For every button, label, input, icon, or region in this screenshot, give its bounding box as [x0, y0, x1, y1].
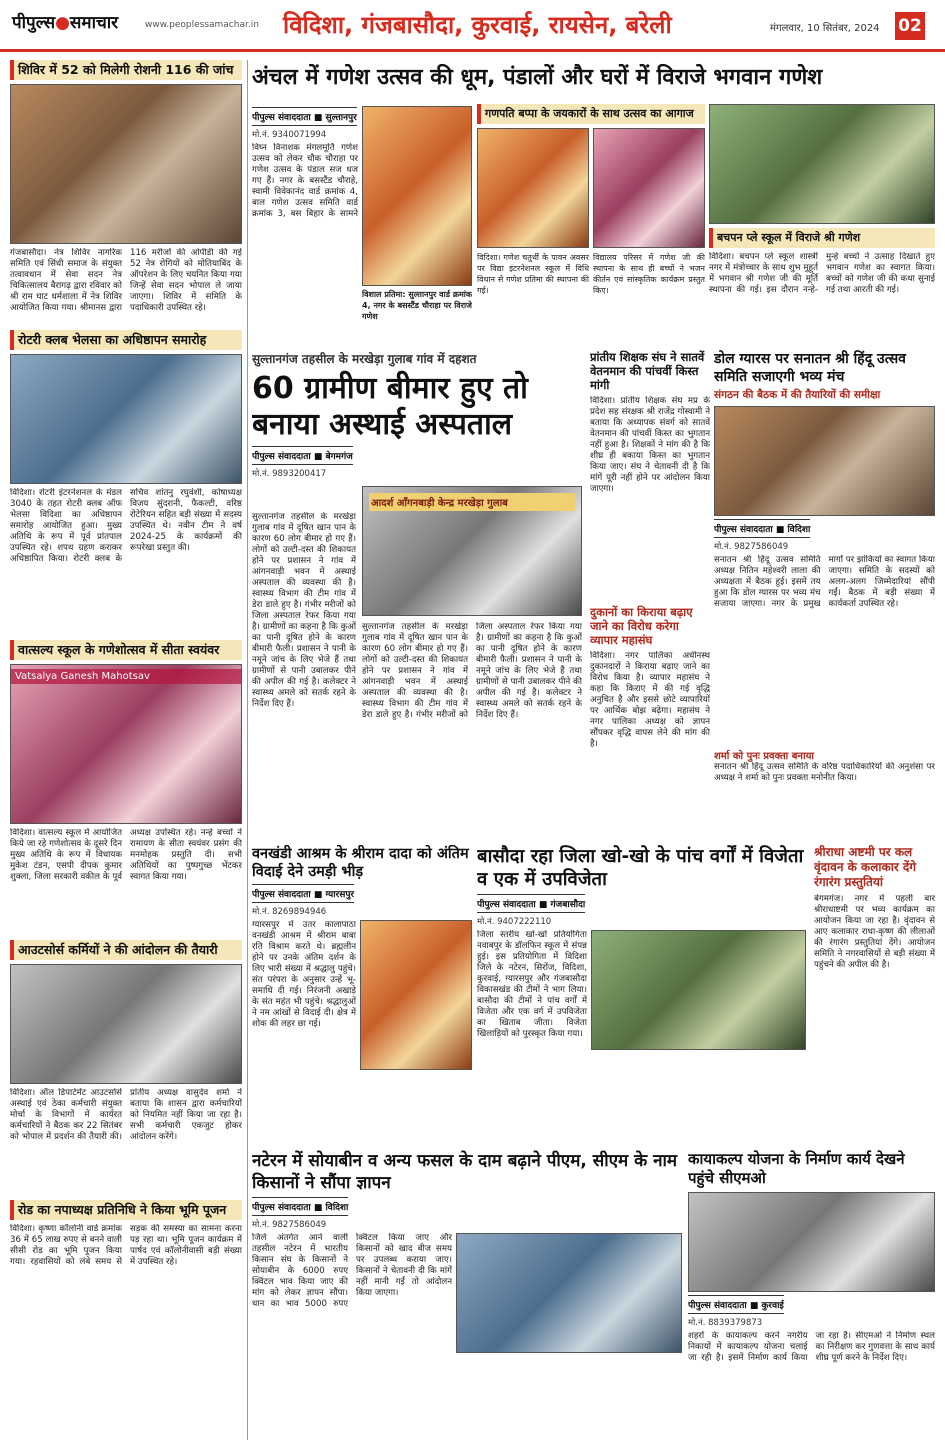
mobile-number: मो.नं. 9340071994: [252, 130, 327, 140]
construction-photo: [688, 1192, 935, 1292]
story-body: विघ्न विनाशक मंगलमूर्ति गणेश उत्सव को लेकर चौक चौराहा पर गणेश उत्सव के पंडाल सज धज गए हैं। नगर के बसस्टैंड चौराहे, स्वामी विवेकानंद वार्ड क्रमांक 4, बाल गणेश उत्सव समिति वार्ड क्रमांक 3, बस बिहार के सामने: [252, 143, 358, 219]
story-kayakalp: [688, 1150, 935, 1435]
story-title: गणपति बप्पा के जयकारों के साथ उत्सव का आगाज: [477, 104, 705, 124]
story-natera: [252, 1150, 682, 1435]
story-body: गंजबासौदा। नेत्र शिविर नागरिक समिति एवं सिंधी समाज के संयुक्त तत्वावधान में सेवा सदन नेत्र चिकित्सालय बैरागढ़ द्वारा रविवार को श्री राम घाट धर्मशाला में नेत्र शिविर आयोजित किया गया। श्रीमानस द्वारा 116 मरीजों की ओपीडी की गई 52 नेत्र रोगियों को मोतियाबिंद के ऑपरेशन के लिए चयनित किया गया जिन्हें सेवा सदन भोपाल ले जाया जाएगा। शिविर में समिति के पदाधिकारी उपस्थित रहे।: [10, 248, 242, 313]
byline: पीपुल्स संवाददाता ■ गंजबासौदा: [477, 894, 585, 913]
mobile-number: मो.नं. 9893200417: [252, 469, 327, 479]
byline: पीपुल्स संवाददाता ■ विदिशा: [714, 519, 810, 538]
bachpan-photo: [709, 104, 935, 224]
story-title: श्रीराधा अष्टमी पर कल वृंदावन के कलाकार देंगे रंगारंग प्रस्तुतियां: [814, 845, 917, 889]
kicker: सुल्तानगंज तहसील के मरखेड़ा गुलाब गांव में दहशत: [252, 352, 477, 366]
story-body: बेगमगंज। नगर में पहली बार श्रीराधाष्टमी पर भव्य कार्यक्रम का आयोजन किया जा रहा है। वृंदावन से आए कलाकार राधा-कृष्ण की लीलाओं की रंगारंग प्रस्तुतियां देंगे। आयोजन समिति ने नगरवासियों से बड़ी संख्या में पहुंचने की अपील की है।: [814, 894, 935, 970]
vatsalya-photo: [10, 664, 242, 824]
story-eye-camp: [10, 60, 242, 320]
story-dukan: [590, 605, 710, 840]
story-khokho: [477, 845, 808, 1145]
mobile-number: मो.नं. 9827586049: [252, 1220, 327, 1230]
mobile-number: मो.नं. 8839379873: [688, 1318, 763, 1328]
byline: पीपुल्स संवाददाता ■ सुल्तानपुर: [252, 107, 357, 126]
story-shriradha: [814, 845, 935, 1145]
khokho-photo: [591, 930, 806, 1050]
anganwadi-sign: आदर्श आँगनबाड़ी केन्द्र मरखेड़ा गुलाब: [369, 493, 575, 511]
story-title: आउटसोर्स कर्मियों ने की आंदोलन की तैयारी: [10, 940, 242, 960]
story-ganpati: [477, 104, 705, 344]
story-dol-gyaras: [714, 350, 935, 840]
brand-right: समाचार: [69, 13, 119, 33]
byline: पीपुल्स संवाददाता ■ बेगमगंज: [252, 446, 353, 465]
meeting-photo: [714, 406, 935, 516]
story-body: जिला स्तरीय खो-खो प्रतियोगिता नवाबपुर के डॉलफिन स्कूल में संपन्न हुई। इस प्रतियोगिता में विदिशा जिले के नटेरन, सिरोंज, विदिशा, कुरवाई, ग्यारसपुर और गंजबासौदा विकासखंड की टीमों ने भाग लिया। बासौदा की टीमों ने पांच वर्गों में विजेता और एक वर्ग में उपविजेता का खिताब जीता। विजेता खिलाड़ियों को पुरस्कृत किया गया।: [477, 930, 587, 1039]
outsource-photo: [10, 964, 242, 1084]
story-body: विदिशा। कृष्णा कॉलोनी वार्ड क्रमांक 36 में 65 लाख रुपए से बनने वाली सीसी रोड का भूमि पूजन किया गया। रहवासियों को लंबे समय से सड़क की समस्या का सामना करना पड़ रहा था। भूमि पूजन कार्यक्रम में पार्षद एवं कॉलोनीवासी बड़ी संख्या में उपस्थित रहे।: [10, 1224, 242, 1267]
ganesh-photo-box: [362, 106, 472, 346]
byline: पीपुल्स संवाददाता ■ विदिशा: [252, 1197, 348, 1216]
mobile-number: मो.नं. 9407222110: [477, 917, 552, 927]
masthead: [0, 0, 945, 52]
story-title: शिविर में 52 को मिलेगी रोशनी 116 की जांच: [10, 60, 242, 80]
story-body: विदिशा। वात्सल्य स्कूल में आयोजित किये जा रहे गणेशोत्सव के दूसरे दिन मुख्य अतिथि के रूप में विधायक मुकेश टंडन, एसपी दीपक कुमार शुक्ला, जिला सरकारी वकील के पूर्व अध्यक्ष उपस्थित रहे। नन्हे बच्चों ने रामायण के सीता स्वयंवर प्रसंग की मनमोहक प्रस्तुति दी। सभी अतिथियों का पुष्पगुच्छ भेंटकर स्वागत किया गया।: [10, 828, 242, 882]
story-body-continued: सुल्तानगंज तहसील के मरखेड़ा गुलाब गांव में दूषित खान पान के कारण 60 लोग बीमार हो गए हैं। लोगों को उल्टी-दस्त की शिकायत होने पर प्रशासन ने गांव में आंगनवाड़ी भवन में अस्थाई अस्पताल की व्यवस्था की है। स्वास्थ्य विभाग की टीम गांव में डेरा डाले हुए है। गंभीर मरीजों को जिला अस्पताल रेफर किया गया है। ग्रामीणों का कहना है कि कुओं का पानी दूषित होने के कारण बीमारी फैली। प्रशासन ने पानी के नमूने जांच के लिए भेजे हैं तथा ग्रामीणों से पानी उबालकर पीने की अपील की गई है। कलेक्टर ने स्वास्थ्य अमले को सतर्क रहने के निर्देश दिए हैं।: [362, 622, 582, 720]
top-headline: अंचल में गणेश उत्सव की धूम, पंडालों और घरों में विराजे भगवान गणेश: [252, 65, 823, 90]
story-subtitle: संगठन की बैठक में की तैयारियों की समीक्षा: [714, 389, 881, 401]
byline: पीपुल्स संवाददाता ■ ग्यारसपुर: [252, 884, 354, 903]
photo-caption: विद्यालय परिसर में गणेश जी की स्थापना के साथ ही बच्चों ने भजन कीर्तन एवं सांस्कृतिक कार्यक्रम प्रस्तुत किए।: [593, 253, 705, 295]
story-title: कायाकल्प योजना के निर्माण कार्य देखने पहुंचे सीएमओ: [688, 1150, 905, 1187]
story-body: विदिशा। बचपन प्ले स्कूल शास्त्री नगर में मंत्रोच्चार के साथ शुभ मुहूर्त में भगवान श्री गणेश जी की मूर्ति स्थापना की गई। इस दौरान नन्हे-मुन्हे बच्चों ने उत्साह दिखाते हुए भगवान गणेश का स्वागत किया। बच्चों को गणेश जी की कथा सुनाई गई तथा आरती की गई।: [709, 252, 935, 295]
story-title: बासौदा रहा जिला खो-खो के पांच वर्गों में विजेता व एक में उपविजेता: [477, 846, 804, 890]
story-markheda: [252, 350, 582, 840]
story-body: ग्यारसपुर में उतर कालापाठा वनखंडी आश्रम में श्रीराम बाबा रति विश्राम करते थे। ब्रह्मलीन होने पर उनके अंतिम दर्शन के लिए भारी संख्या में श्रद्धालु पहुंचे। संत परंपरा के अनुसार उन्हें भू-समाधि दी गई। निरंजनी अखाड़े के संत महंत भी पहुंचे। श्रद्धालुओं ने नम आंखों से विदाई दी। क्षेत्र में शोक की लहर छा गई।: [252, 920, 356, 1029]
story-title: नटेरन में सोयाबीन व अन्य फसल के दाम बढ़ाने पीएम, सीएम के नाम किसानों ने सौंपा ज्ञापन: [252, 1151, 678, 1193]
brand-dot: ●: [55, 13, 70, 33]
banner-text: Vatsalya Ganesh Mahotsav: [11, 669, 241, 684]
eye-camp-photo: [10, 84, 242, 244]
story-outsource: [10, 940, 242, 1190]
school-ganesh-photo-2: [593, 128, 705, 248]
story-body: सनातन श्री हिंदू उत्सव समिति अध्यक्ष नितिन महेश्वरी लाला की अध्यक्षता में बैठक हुई। इसमें तय हुआ कि डोल ग्यारस पर भव्य मंच सजाया जाएगा। नगर के प्रमुख मार्गों पर झांकियों का स्वागत किया जाएगा। समिति के सदस्यों को अलग-अलग जिम्मेदारियां सौंपी गईं। बैठक में बड़ी संख्या में कार्यकर्ता उपस्थित रहे।: [714, 555, 935, 609]
story-title: बचपन प्ले स्कूल में विराजे श्री गणेश: [709, 228, 935, 248]
anganwadi-photo: [362, 486, 582, 616]
headline: 60 ग्रामीण बीमार हुए तो बनाया अस्थाई अस्पताल: [252, 371, 528, 442]
story-title: रोटरी क्लब भेलसा का अधिष्ठापन समारोह: [10, 330, 242, 350]
school-ganesh-photo-1: [477, 128, 589, 248]
byline: पीपुल्स संवाददाता ■ कुरवाई: [688, 1295, 784, 1314]
story-shikshak: [590, 350, 710, 600]
farmers-photo: [456, 1233, 682, 1353]
story-vatsalya: [10, 640, 242, 930]
story-title: वात्सल्य स्कूल के गणेशोत्सव में सीता स्वयंवर: [10, 640, 242, 660]
story-body: विदिशा। नगर पालिका अधीनस्थ दुकानदारों ने किराया बढ़ाए जाने का विरोध किया है। व्यापार महासंघ ने कहा कि किराए में की गई वृद्धि अनुचित है और इससे छोटे व्यापारियों पर आर्थिक बोझ बढ़ेगा। महासंघ ने नगर पालिका अध्यक्ष को ज्ञापन सौंपकर वृद्धि वापस लेने की मांग की है।: [590, 651, 710, 749]
story-subhead: शर्मा को पुनः प्रवक्ता बनाया: [714, 751, 814, 762]
story-title: प्रांतीय शिक्षक संघ ने सातवें वेतनमान की पांचवीं किस्त मांगी: [590, 350, 705, 392]
story-body: सुल्तानगंज तहसील के मरखेड़ा गुलाब गांव में दूषित खान पान के कारण 60 लोग बीमार हो गए हैं। लोगों को उल्टी-दस्त की शिकायत होने पर प्रशासन ने गांव में आंगनवाड़ी भवन में अस्थाई अस्पताल की व्यवस्था की है। स्वास्थ्य विभाग की टीम गांव में डेरा डाले हुए है। गंभीर मरीजों को जिला अस्पताल रेफर किया गया है। ग्रामीणों का कहना है कि कुओं का पानी दूषित होने के कारण बीमारी फैली। प्रशासन ने पानी के नमूने जांच के लिए भेजे हैं तथा ग्रामीणों से पानी उबालकर पीने की अपील की गई है। कलेक्टर ने स्वास्थ्य अमले को सतर्क रहने के निर्देश दिए हैं।: [252, 512, 356, 709]
story-body: विदिशा। ऑल डिपार्टमेंट आउटसोर्स अस्थाई एवं ठेका कर्मचारी संयुक्त मोर्चा के विभागों में कार्यरत कर्मचारियों ने बैठक कर 22 सितंबर को भोपाल में प्रदर्शन की तैयारी की। प्रांतीय अध्यक्ष वासुदेव शर्मा ने बताया कि शासन द्वारा कर्मचारियों को नियमित नहीं किया जा रहा है। सभी कर्मचारी एकजुट होकर आंदोलन करेंगे।: [10, 1088, 242, 1142]
ganesh-idol-photo: [362, 106, 472, 286]
mobile-number: मो.नं. 9827586049: [714, 542, 789, 552]
top-banner: [252, 60, 935, 100]
story-vankhandi: [252, 845, 472, 1145]
issue-date: मंगलवार, 10 सितंबर, 2024: [770, 23, 880, 34]
brand-left: पीपुल्स: [12, 13, 56, 33]
story-body: जिले अंतर्गत आने वाली तहसील नटेरन में भारतीय किसान संघ के किसानों ने सोयाबीन के 6000 रुपए क्विंटल भाव किया जाए की मांग को लेकर ज्ञापन सौंपा। धान का भाव 5000 रुपए क्विंटल किया जाए और किसानों को खाद बीज समय पर उपलब्ध कराया जाए। किसानों ने चेतावनी दी कि मांगें नहीं मानी गईं तो आंदोलन किया जाएगा।: [252, 1233, 452, 1309]
story-body: सनातन श्री हिंदू उत्सव समिति के वरिष्ठ पदाधिकारियों की अनुशंसा पर अध्यक्ष ने शर्मा को पुनः प्रवक्ता मनोनीत किया।: [714, 762, 935, 783]
column-rule: [247, 60, 248, 1440]
story-road: [10, 1200, 242, 1435]
story-rotary: [10, 330, 242, 630]
story-title: रोड का नपाध्यक्ष प्रतिनिधि ने किया भूमि पूजन: [10, 1200, 242, 1220]
story-body: शहरों के कायाकल्प करने नगरीय निकायों में कायाकल्प योजना चलाई जा रही है। इसमें निर्माण कार्य किया जा रहा है। सीएमओ ने निर्माण स्थल का निरीक्षण कर गुणवत्ता के साथ कार्य शीघ्र पूर्ण करने के निर्देश दिए।: [688, 1331, 935, 1363]
page-number: 02: [895, 12, 925, 40]
story-bachpan: [709, 104, 935, 344]
story-body: विदिशा। रोटरी इंटरनेशनल के मंडल 3040 के तहत रोटरी क्लब ऑफ भेलसा विदिशा का अधिष्ठापन समारोह आयोजित हुआ। मुख्य अतिथि के रूप में पूर्व प्रांतपाल उपस्थित रहे। शपथ ग्रहण कराकर अधिष्ठापित किया। रोटरी क्लब के सचिव शांतनु रघुवंशी, कोषाध्यक्ष विजय सुंदरानी, फैकल्टी, वरिष्ठ रोटेरियन सहित बड़ी संख्या में सदस्य उपस्थित थे। नवीन टीम ने वर्ष 2024-25 के कार्यक्रमों की रूपरेखा प्रस्तुत की।: [10, 488, 242, 564]
story-title: वनखंडी आश्रम के श्रीराम दादा को अंतिम विदाई देने उमड़ी भीड़: [252, 846, 469, 880]
brand-logo: [12, 10, 118, 33]
rotary-photo: [10, 354, 242, 484]
site-url: www.peoplessamachar.in: [145, 20, 259, 30]
story-title: दुकानों का किराया बढ़ाए जाने का विरोध करेगा व्यापार महासंघ: [590, 605, 693, 647]
page-title: विदिशा, गंजबासौदा, कुरवाई, रायसेन, बरेली: [283, 11, 672, 39]
photo-caption: विशाल प्रतिमा: सुल्तानपुर वार्ड क्रमांक 4, नगर के बसस्टैंड चौराहा पर विराजे गणेश: [362, 290, 472, 321]
ashram-photo: [360, 920, 472, 1070]
mobile-number: मो.नं. 8269894946: [252, 907, 327, 917]
story-body: विदिशा। प्रांतीय शिक्षक संघ मप्र के प्रदेश सह संरक्षक श्री राजेंद्र गोस्वामी ने बताया कि अध्यापक संवर्ग को सातवें वेतनमान की पांचवीं किस्त का भुगतान नहीं हुआ है। शिक्षकों ने मांग की है कि शीघ्र ही बकाया किस्त का भुगतान किया जाए। संघ ने चेतावनी दी है कि मांगें पूरी नहीं होने पर आंदोलन किया जाएगा।: [590, 396, 710, 494]
photo-caption: विदिशा। गणेश चतुर्थी के पावन अवसर पर विद्या इंटरनेशनल स्कूल में विधि विधान से गणेश प्रतिमा की स्थापना की गई।: [477, 253, 589, 295]
story-title: डोल ग्यारस पर सनातन श्री हिंदू उत्सव समिति सजाएगी भव्य मंच: [714, 351, 906, 385]
